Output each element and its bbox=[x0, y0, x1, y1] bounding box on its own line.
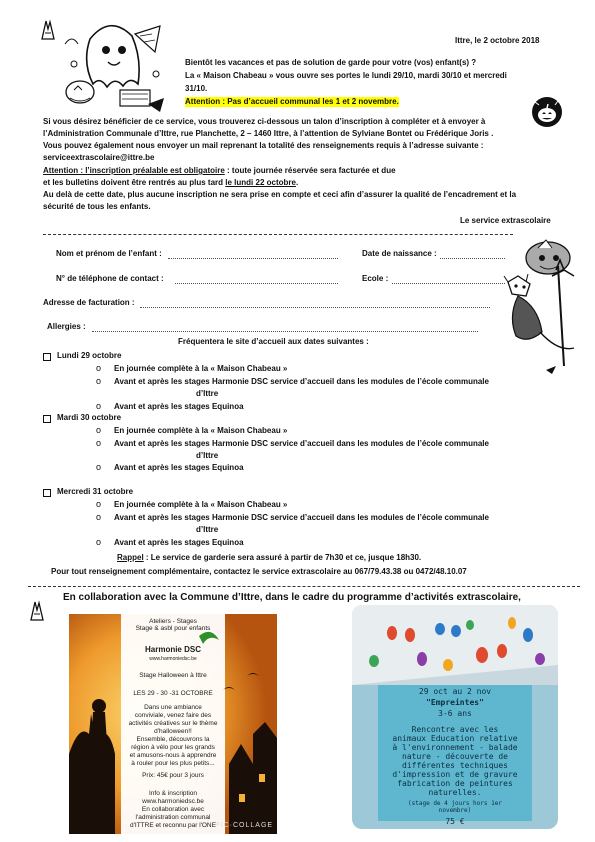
intro-line-1: Bientôt les vacances et pas de solution de garde pour votre (vos) enfant(s) ? bbox=[185, 58, 477, 67]
option-harmonie-cont-monday: d’Ittre bbox=[196, 389, 219, 398]
option-equinoa-monday[interactable]: Avant et après les stages Equinoa bbox=[114, 402, 244, 411]
harmonie-dates: LES 29 - 30 -31 OCTOBRE bbox=[133, 690, 213, 697]
day-label-wednesday: Mercredi 31 octobre bbox=[57, 487, 134, 496]
body-line-3: Vous pouvez également nous envoyer un mail reprenant la totalité des renseignements requis à l’adresse suivante : bbox=[43, 141, 484, 150]
pumpkin-icon bbox=[531, 96, 563, 128]
bullet-icon: o bbox=[96, 512, 102, 522]
phone-label: N° de téléphone de contact : bbox=[56, 274, 164, 283]
allergies-input[interactable] bbox=[92, 324, 478, 332]
option-harmonie-monday[interactable]: Avant et après les stages Harmonie DSC service d’accueil dans les modules de l’école communale bbox=[114, 377, 489, 386]
devil-illustration bbox=[498, 236, 583, 378]
option-harmonie-wednesday[interactable]: Avant et après les stages Harmonie DSC service d’accueil dans les modules de l’école communale bbox=[114, 513, 489, 522]
reminder-label: Rappel bbox=[117, 553, 144, 562]
ghost-illustration bbox=[60, 14, 170, 114]
body-line-5: Attention : l’inscription préalable est obligatoire : toute journée réservée sera facturée et due bbox=[43, 166, 396, 175]
pic-collage-watermark: PIC·COLLAGE bbox=[215, 822, 274, 829]
harmonie-brand-sub: www.harmoniedsc.be bbox=[149, 656, 197, 662]
harmonie-description: Dans une ambiance conviviale, venez faire des activités créatives sur le thème d'halloween!! Ensemble, découvrons la région à vélo pour les grands et amusons-nous à apprendre à rouler pour les plus petits... bbox=[128, 704, 218, 767]
bullet-icon: o bbox=[96, 438, 102, 448]
day-checkbox-monday[interactable] bbox=[43, 353, 51, 361]
harmonie-poster bbox=[69, 614, 277, 834]
day-checkbox-wednesday[interactable] bbox=[43, 489, 51, 497]
empreintes-note: (stage de 4 jours hors 1er novembre) bbox=[408, 800, 502, 814]
empreintes-title: "Empreintes" bbox=[426, 698, 484, 707]
allergies-label: Allergies : bbox=[47, 322, 86, 331]
empreintes-dates: 29 oct au 2 nov bbox=[418, 687, 492, 696]
mandatory-label: Attention : l’inscription préalable est obligatoire bbox=[43, 166, 225, 175]
harmonie-brand: Harmonie DSC bbox=[144, 645, 201, 654]
deadline-date: le lundi 22 octobre bbox=[225, 178, 296, 187]
billing-address-label: Adresse de facturation : bbox=[43, 298, 135, 307]
contact-line: Pour tout renseignement complémentaire, contactez le service extrascolaire au 067/79.43.38 ou 0472/48.10.07 bbox=[51, 567, 467, 576]
body-line-1: Si vous désirez bénéficier de ce service, vous trouverez ci-dessous un talon d’inscription à compléter et à envoyer à bbox=[43, 117, 486, 126]
bullet-icon: o bbox=[96, 363, 102, 373]
phone-input[interactable] bbox=[175, 276, 338, 284]
option-harmonie-cont-tuesday: d’Ittre bbox=[196, 451, 219, 460]
body-line-2: l’Administration Communale d’Ittre, rue Planchette, 2 – 1460 Ittre, à l’attention de Sylviane Bontet ou Frédérique Joris . bbox=[43, 129, 494, 138]
ittre-logo bbox=[30, 600, 44, 622]
empreintes-poster bbox=[352, 605, 558, 829]
child-name-input[interactable] bbox=[168, 251, 338, 259]
school-label: Ecole : bbox=[362, 274, 389, 283]
letter-date: Ittre, le 2 octobre 2018 bbox=[455, 36, 540, 45]
attention-banner: Attention : Pas d’accueil communal les 1 et 2 novembre. bbox=[185, 97, 399, 106]
option-full-day-monday[interactable]: En journée complète à la « Maison Chabeau » bbox=[114, 364, 288, 373]
day-checkbox-tuesday[interactable] bbox=[43, 415, 51, 423]
body-line-6: et les bulletins doivent être rentrés au plus tard le lundi 22 octobre. bbox=[43, 178, 299, 187]
intro-line-3: 31/10. bbox=[185, 84, 208, 93]
harmonie-price: Prix: 45€ pour 3 jours bbox=[142, 772, 204, 779]
bullet-icon: o bbox=[96, 401, 102, 411]
option-equinoa-wednesday[interactable]: Avant et après les stages Equinoa bbox=[114, 538, 244, 547]
empreintes-age: 3-6 ans bbox=[438, 709, 472, 718]
bullet-icon: o bbox=[96, 537, 102, 547]
day-label-tuesday: Mardi 30 octobre bbox=[57, 413, 122, 422]
bullet-icon: o bbox=[96, 462, 102, 472]
option-equinoa-tuesday[interactable]: Avant et après les stages Equinoa bbox=[114, 463, 244, 472]
cut-line bbox=[28, 586, 580, 587]
option-harmonie-cont-wednesday: d’Ittre bbox=[196, 525, 219, 534]
intro-line-2: La « Maison Chabeau » vous ouvre ses portes le lundi 29/10, mardi 30/10 et mercredi bbox=[185, 71, 507, 80]
option-harmonie-tuesday[interactable]: Avant et après les stages Harmonie DSC service d’accueil dans les modules de l’école communale bbox=[114, 439, 489, 448]
birth-date-label: Date de naissance : bbox=[362, 249, 437, 258]
birth-date-input[interactable] bbox=[440, 251, 505, 259]
signature: Le service extrascolaire bbox=[460, 216, 551, 225]
body-line-7: Au delà de cette date, plus aucune inscription ne sera prise en compte et ceci afin d’assurer la qualité de l’encadrement et la bbox=[43, 190, 517, 199]
bullet-icon: o bbox=[96, 499, 102, 509]
harmonie-top-line-2: Stage & asbl pour enfants bbox=[135, 625, 211, 632]
day-label-monday: Lundi 29 octobre bbox=[57, 351, 122, 360]
reminder-line: Rappel : Le service de garderie sera assuré à partir de 7h30 et ce, jusque 18h30. bbox=[117, 553, 422, 562]
option-full-day-tuesday[interactable]: En journée complète à la « Maison Chabeau » bbox=[114, 426, 288, 435]
harmonie-top-line-1: Ateliers - Stages bbox=[149, 618, 197, 625]
empreintes-price: 75 € bbox=[445, 817, 465, 826]
harmonie-stage-title: Stage Halloween à Ittre bbox=[139, 672, 207, 679]
body-line-8: sécurité de tous les enfants. bbox=[43, 202, 151, 211]
paint-print-photo bbox=[352, 605, 558, 685]
harmonie-info: Info & inscription www.harmoniedsc.be En collaboration avec l'administration communal d'ITTRE et reconnu par l'ONE bbox=[130, 790, 216, 829]
child-name-label: Nom et prénom de l’enfant : bbox=[56, 249, 162, 258]
separator-line bbox=[43, 234, 513, 235]
collaboration-title: En collaboration avec la Commune d’Ittre, dans le cadre du programme d’activités extrascolaire, bbox=[63, 592, 521, 603]
empreintes-description: Rencontre avec les animaux Education relative à l'environnement - balade nature - découverte de différentes techniques d'impression et de gravure fabrication de peintures naturelles. bbox=[392, 725, 518, 797]
ittre-logo bbox=[41, 19, 55, 41]
contact-email: serviceextrascolaire@ittre.be bbox=[43, 153, 155, 162]
frequency-title: Fréquentera le site d’accueil aux dates suivantes : bbox=[178, 337, 369, 346]
school-input[interactable] bbox=[392, 276, 505, 284]
bullet-icon: o bbox=[96, 425, 102, 435]
billing-address-input[interactable] bbox=[140, 300, 490, 308]
option-full-day-wednesday[interactable]: En journée complète à la « Maison Chabeau » bbox=[114, 500, 288, 509]
bullet-icon: o bbox=[96, 376, 102, 386]
